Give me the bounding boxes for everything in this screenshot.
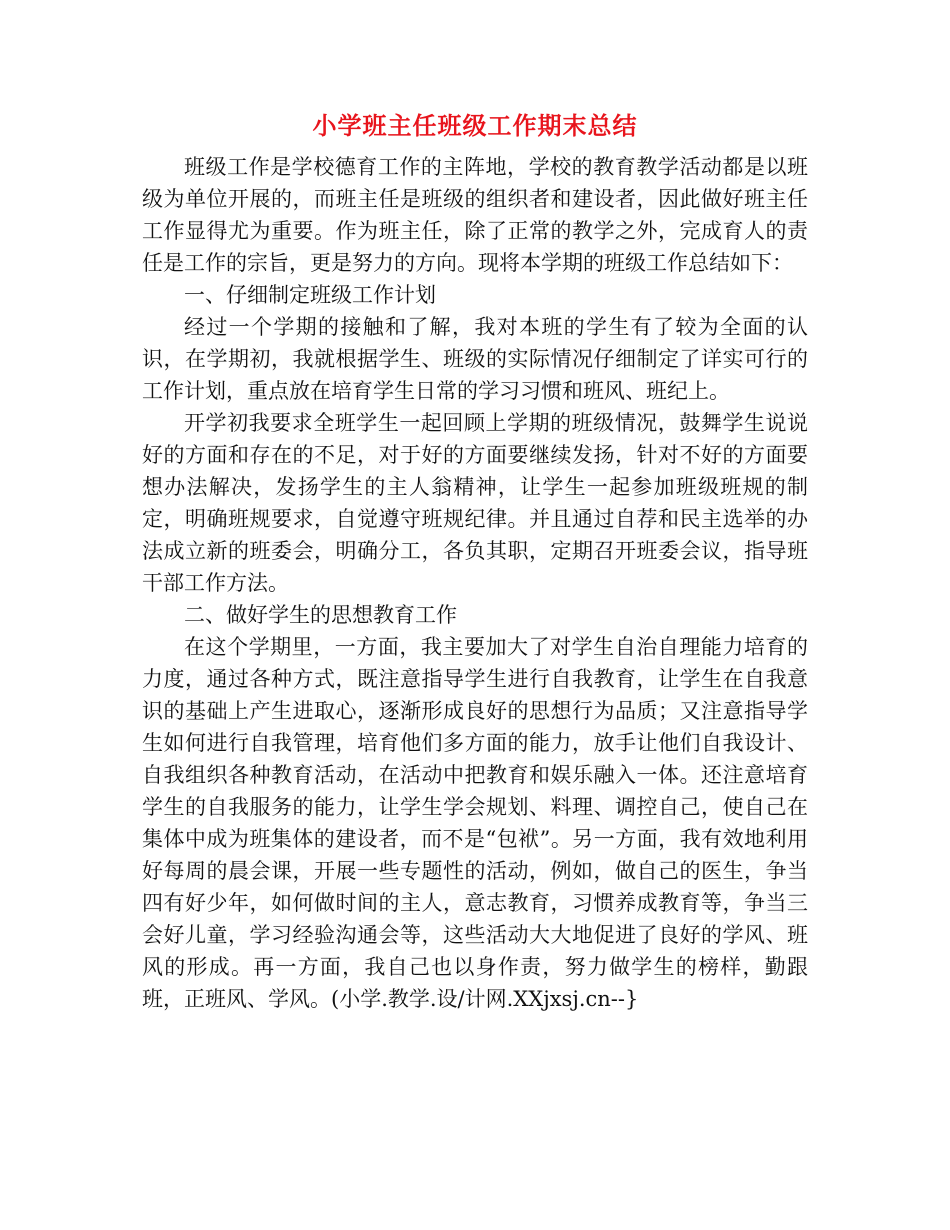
document-body	[142, 151, 808, 1015]
section-heading-2: 二、做好学生的思想教育工作	[184, 603, 457, 627]
section-1-paragraph-1: 经过一个学期的接触和了解，我对本班的学生有了较为全面的认识，在学期初，我就根据学生、班级的实际情况仔细制定了详实可行的工作计划，重点放在培育学生日常的学习习惯和班风、班纪上。	[142, 315, 808, 403]
document-title: 小学班主任班级工作期末总结	[312, 111, 638, 140]
section-1-paragraph-2: 开学初我要求全班学生一起回顾上学期的班级情况，鼓舞学生说说好的方面和存在的不足，对于好的方面要继续发扬，针对不好的方面要想办法解决，发扬学生的主人翁精神，让学生一起参加班级班规的制定，明确班规要求，自觉遵守班规纪律。并且通过自荐和民主选举的办法成立新的班委会，明确分工，各负其职，定期召开班委会议，指导班干部工作方法。	[142, 411, 808, 595]
intro-paragraph: 班级工作是学校德育工作的主阵地，学校的教育教学活动都是以班级为单位开展的，而班主任是班级的组织者和建设者，因此做好班主任工作显得尤为重要。作为班主任，除了正常的教学之外，完成育人的责任是工作的宗旨，更是努力的方向。现将本学期的班级工作总结如下：	[142, 155, 808, 275]
section-heading-1: 一、仔细制定班级工作计划	[184, 283, 436, 307]
section-2-paragraph-1: 在这个学期里，一方面，我主要加大了对学生自治自理能力培育的力度，通过各种方式，既注意指导学生进行自我教育，让学生在自我意识的基础上产生进取心，逐渐形成良好的思想行为品质；又注意指导学生如何进行自我管理，培育他们多方面的能力，放手让他们自我设计、自我组织各种教育活动，在活动中把教育和娱乐融入一体。还注意培育学生的自我服务的能力，让学生学会规划、料理、调控自己，使自己在集体中成为班集体的建设者，而不是“包袱”。另一方面，我有效地利用好每周的晨会课，开展一些专题性的活动，例如，做自己的医生，争当四有好少年，如何做时间的主人，意志教育，习惯养成教育等，争当三会好儿童，学习经验沟通会等，这些活动大大地促进了良好的学风、班风的形成。再一方面，我自己也以身作责，努力做学生的榜样，勤跟班，正班风、学风。(小学.教学.设/计网.XXjxsj.cn--}	[142, 635, 808, 1011]
